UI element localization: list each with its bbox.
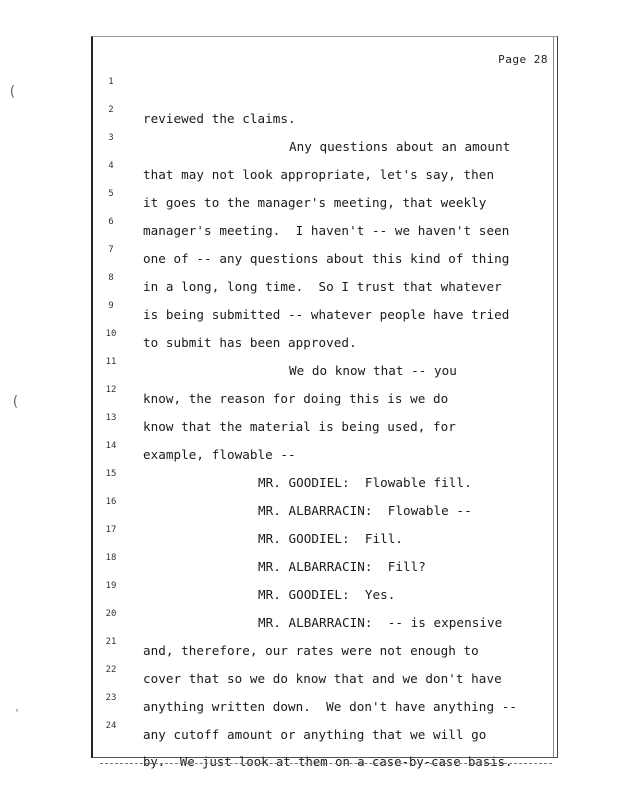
line-text: and, therefore, our rates were not enough to [143, 643, 479, 658]
line-number: 20 [105, 609, 117, 619]
line-text: to submit has been approved. [143, 335, 357, 350]
line-text: example, flowable -- [143, 447, 296, 462]
line-text: manager's meeting. I haven't -- we haven't seen [143, 223, 510, 238]
line-number: 18 [105, 553, 117, 563]
line-number: 16 [105, 497, 117, 507]
line-number: 24 [105, 721, 117, 731]
line-number: 8 [108, 273, 114, 283]
line-number: 22 [105, 665, 117, 675]
line-text: MR. GOODIEL: Yes. [258, 587, 396, 602]
line-text: cover that so we do know that and we don't have [143, 671, 502, 686]
line-text: anything written down. We don't have anything -- [143, 699, 517, 714]
line-number: 23 [105, 693, 117, 703]
line-number: 11 [105, 357, 117, 367]
line-number: 17 [105, 525, 117, 535]
line-text: reviewed the claims. [143, 111, 296, 126]
transcript-line [93, 269, 560, 322]
line-text: know, the reason for doing this is we do [143, 391, 449, 406]
line-number: 9 [108, 301, 114, 311]
line-text: it goes to the manager's meeting, that weekly [143, 195, 487, 210]
line-text: MR. ALBARRACIN: Fill? [258, 559, 426, 574]
line-number: 14 [105, 441, 117, 451]
transcript-line [93, 717, 560, 769]
transcript-line [93, 157, 560, 210]
line-number: 7 [108, 245, 114, 255]
line-number: 2 [108, 105, 114, 115]
line-number: 10 [105, 329, 117, 339]
line-text: by. We just look at them on a case-by-case basis. [143, 755, 513, 769]
transcript-line [93, 73, 560, 126]
line-text: MR. GOODIEL: Fill. [258, 531, 404, 546]
line-text: Any questions about an amount [289, 139, 511, 154]
line-number: 3 [108, 133, 114, 143]
line-text: MR. ALBARRACIN: -- is expensive [258, 615, 503, 630]
line-text: We do know that -- you [289, 363, 457, 378]
transcript-page [91, 36, 558, 769]
left-margin-mark-middle: ( [11, 394, 20, 410]
line-text: in a long, long time. So I trust that whatever [143, 279, 502, 294]
page-number: Page 28 [498, 53, 548, 66]
line-text: know that the material is being used, for [143, 419, 456, 434]
transcript-line [93, 185, 560, 238]
line-text: is being submitted -- whatever people have tried [143, 307, 510, 322]
left-margin-mark-bottom: ' [14, 708, 21, 719]
line-text: one of -- any questions about this kind of thing [143, 251, 510, 266]
line-number: 15 [105, 469, 117, 479]
line-text: any cutoff amount or anything that we will go [143, 727, 487, 742]
line-number: 13 [105, 413, 117, 423]
transcript-line [93, 101, 560, 154]
line-number: 21 [105, 637, 117, 647]
line-number: 1 [108, 77, 114, 87]
line-number: 4 [108, 161, 114, 171]
line-number: 12 [105, 385, 117, 395]
line-text: MR. GOODIEL: Flowable fill. [258, 475, 472, 490]
line-number: 5 [108, 189, 114, 199]
line-text: MR. ALBARRACIN: Flowable -- [258, 503, 472, 518]
line-text: that may not look appropriate, let's say, then [143, 167, 495, 182]
left-margin-mark-top: ( [8, 84, 17, 100]
transcript-line [93, 213, 560, 266]
line-number: 6 [108, 217, 114, 227]
transcript-line [93, 129, 560, 182]
transcript-line [93, 241, 560, 294]
bottom-rule [100, 763, 552, 764]
line-number: 19 [105, 581, 117, 591]
